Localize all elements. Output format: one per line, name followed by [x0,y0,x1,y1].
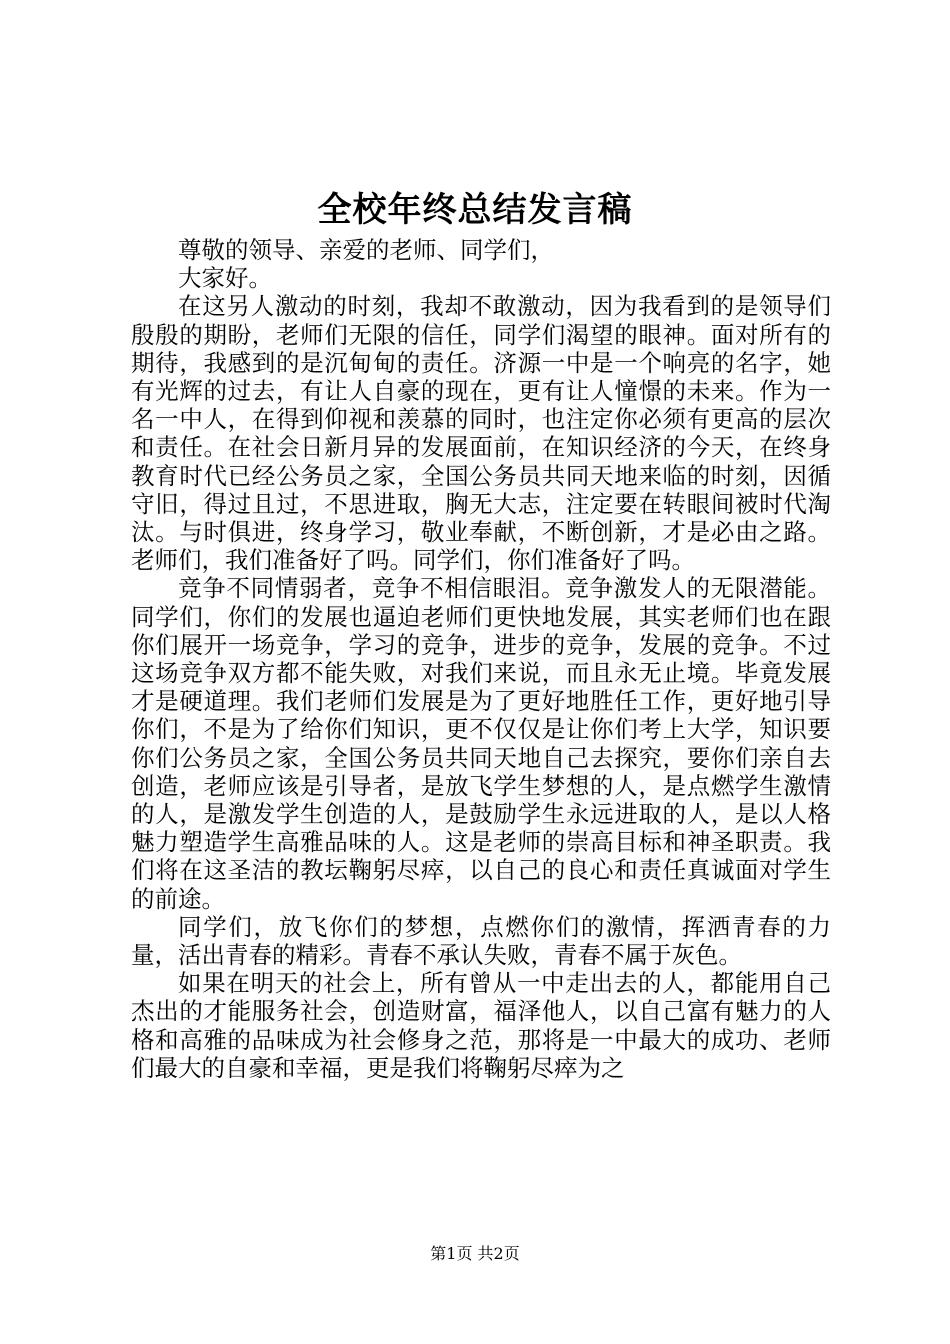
document-body [131,236,831,1082]
paragraph-body-1: 在这另人激动的时刻，我却不敢激动，因为我看到的是领导们殷殷的期盼，老师们无限的信任，同学们渴望的眼神。面对所有的期待，我感到的是沉甸甸的责任。济源一中是一个响亮的名字，她有光辉的过去，有让人自豪的现在，更有让人憧憬的未来。作为一名一中人，在得到仰视和羡慕的同时，也注定你必须有更高的层次和责任。在社会日新月异的发展面前，在知识经济的今天，在终身教育时代已经公务员之家，全国公务员共同天地来临的时刻，因循守旧，得过且过，不思进取，胸无大志，注定要在转眼间被时代淘汰。与时俱进，终身学习，敬业奉献，不断创新，才是必由之路。老师们，我们准备好了吗。同学们，你们准备好了吗。 [131,292,831,575]
paragraph-greeting: 大家好。 [178,264,272,293]
document-title: 全校年终总结发言稿 [317,190,633,230]
paragraph-body-2: 竞争不同情弱者，竞争不相信眼泪。竞争激发人的无限潜能。同学们，你们的发展也逼迫老师们更快地发展，其实老师们也在跟你们展开一场竞争，学习的竞争，进步的竞争，发展的竞争。不过这场竞争双方都不能失败，对我们来说，而且永无止境。毕竟发展才是硬道理。我们老师们发展是为了更好地胜任工作，更好地引导你们，不是为了给你们知识，更不仅仅是让你们考上大学，知识要你们公务员之家，全国公务员共同天地自己去探究，要你们亲自去创造，老师应该是引导者，是放飞学生梦想的人，是点燃学生激情的人，是激发学生创造的人，是鼓励学生永远进取的人，是以人格魅力塑造学生高雅品味的人。这是老师的崇高目标和神圣职责。我们将在这圣洁的教坛鞠躬尽瘁，以自己的良心和责任真诚面对学生的前途。 [131,574,831,913]
paragraph-body-4: 如果在明天的社会上，所有曾从一中走出去的人，都能用自己杰出的才能服务社会，创造财富，福泽他人，以自己富有魅力的人格和高雅的品味成为社会修身之范，那将是一中最大的成功、老师们最大的自豪和幸福，更是我们将鞠躬尽瘁为之 [131,969,831,1082]
page-number-footer: 第1页 共2页 [430,1244,520,1263]
paragraph-body-3: 同学们，放飞你们的梦想，点燃你们的激情，挥洒青春的力量，活出青春的精彩。青春不承认失败，青春不属于灰色。 [131,912,831,970]
paragraph-salutation: 尊敬的领导、亲爱的老师、同学们， [178,236,554,264]
